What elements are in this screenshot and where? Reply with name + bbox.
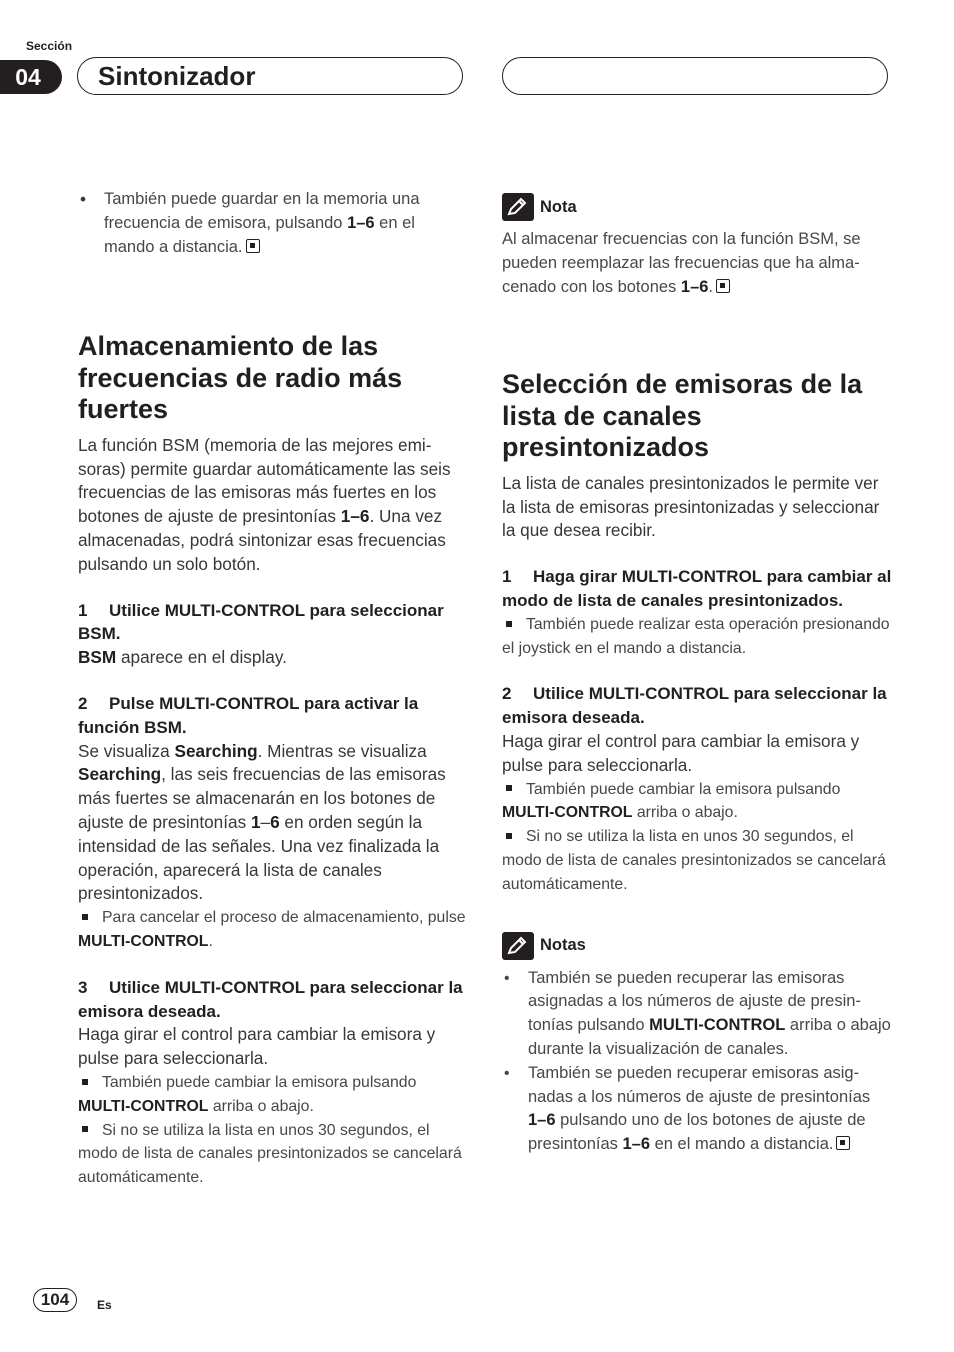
step1-desc: BSM aparece en el display.	[78, 647, 287, 668]
page-number: 104	[33, 1288, 77, 1312]
step3-bullet2: Si no se utiliza la lista en unos 30 segundos, el modo de lista de canales presintonizados se cancelará automáticamente.	[78, 1121, 462, 1187]
r-step2-title: 2 Utilice MULTI-CONTROL para seleccionar la emisora deseada.	[502, 684, 887, 728]
end-mark-icon	[716, 279, 730, 293]
step1-title: 1 Utilice MULTI-CONTROL para seleccionar BSM.	[78, 600, 444, 644]
nota-label: Nota	[540, 197, 577, 216]
r-step2-bullet1: También puede cambiar la emisora pulsando MULTI-CONTROL arriba o abajo.	[502, 780, 841, 822]
step2-desc: Se visualiza Searching. Mientras se visualiza Searching, las seis frecuencias de las emisoras más fuertes se almacenarán en los botones de ajuste de presintonías 1–6 en orden según la intensidad de las señales. Una vez finalizada la operación, aparecerá la lista de canales presintonizados.	[78, 740, 446, 904]
section-label: Sección	[26, 39, 73, 53]
notas-header	[502, 931, 892, 961]
intro-bullet	[78, 188, 466, 259]
pencil-note-icon	[502, 193, 534, 221]
r-step2-bullet2: Si no se utiliza la lista en unos 30 segundos, el modo de lista de canales presintonizados se cancelará automáticamente.	[502, 828, 886, 893]
preset-list-intro: La lista de canales presintonizados le permite ver la lista de emisoras presintonizadas y seleccionar la que desea recibir.	[502, 472, 880, 541]
heading-preset-list: Selección de emisoras de la lista de canales presintonizados	[502, 369, 863, 463]
nota-text: Al almacenar frecuencias con la función BSM, se pueden reemplazar las frecuencias que ha almacenado con los botones 1–6.	[502, 230, 861, 296]
r-step2-desc: Haga girar el control para cambiar la emisora y pulse para seleccionarla.	[502, 731, 860, 775]
square-bullet-icon	[82, 1079, 88, 1085]
r-step1-bullet: También puede realizar esta operación presionando el joystick en el mando a distancia.	[502, 615, 890, 657]
notas-item-1	[502, 967, 892, 1062]
notas-item-1-text: También se pueden recuperar las emisoras asignadas a los números de ajuste de presintonías pulsando MULTI-CONTROL arriba o abajo durante la visualización de canales.	[528, 968, 891, 1059]
section-number-badge: 04	[0, 60, 62, 94]
square-bullet-icon	[506, 785, 512, 791]
step3-title: 3 Utilice MULTI-CONTROL para seleccionar la emisora deseada.	[78, 977, 463, 1021]
end-mark-icon	[836, 1136, 850, 1150]
notas-item-2	[502, 1062, 892, 1157]
square-bullet-icon	[506, 621, 512, 627]
step3-bullet1: También puede cambiar la emisora pulsando MULTI-CONTROL arriba o abajo.	[78, 1074, 417, 1115]
section-title: Sintonizador	[77, 57, 463, 95]
step2-title: 2 Pulse MULTI-CONTROL para activar la función BSM.	[78, 694, 419, 737]
right-column	[502, 192, 892, 1157]
heading-bsm: Almacenamiento de las frecuencias de radio más fuertes	[78, 331, 403, 425]
square-bullet-icon	[82, 914, 88, 920]
bullet-dot-icon: •	[504, 1064, 510, 1082]
bsm-intro: La función BSM (memoria de las mejores emisoras) permite guardar automáticamente las seis frecuencias de las emisoras más fuertes en los botones de ajuste de presintonías 1–6. Una vez almacenadas, podrá sintonizar esas frecuencias pulsando un solo botón.	[78, 434, 451, 574]
step3-desc: Haga girar el control para cambiar la emisora y pulse para seleccionarla.	[78, 1024, 436, 1069]
bullet-dot-icon: •	[504, 969, 510, 987]
notas-label: Notas	[540, 936, 586, 955]
square-bullet-icon	[82, 1126, 88, 1132]
intro-bullet-text: También puede guardar en la memoria una frecuencia de emisora, pulsando 1–6 en el mando a distancia.	[104, 190, 420, 256]
bullet-dot-icon: •	[80, 189, 87, 209]
square-bullet-icon	[506, 833, 512, 839]
notas-item-2-text: También se pueden recuperar emisoras asignadas a los números de ajuste de presintonías 1–6 pulsando uno de los botones de ajuste de presintonías 1–6 en el mando a distancia.	[528, 1063, 871, 1154]
language-code: Es	[97, 1298, 112, 1312]
pencil-note-icon	[502, 932, 534, 960]
nota-header	[502, 192, 892, 222]
left-column	[78, 188, 466, 1190]
r-step1-title: 1 Haga girar MULTI-CONTROL para cambiar al modo de lista de canales presintonizados.	[502, 567, 892, 611]
step2-bullet: Para cancelar el proceso de almacenamiento, pulse MULTI-CONTROL.	[78, 909, 466, 951]
end-mark-icon	[246, 239, 260, 253]
header-empty-pill	[502, 57, 888, 95]
